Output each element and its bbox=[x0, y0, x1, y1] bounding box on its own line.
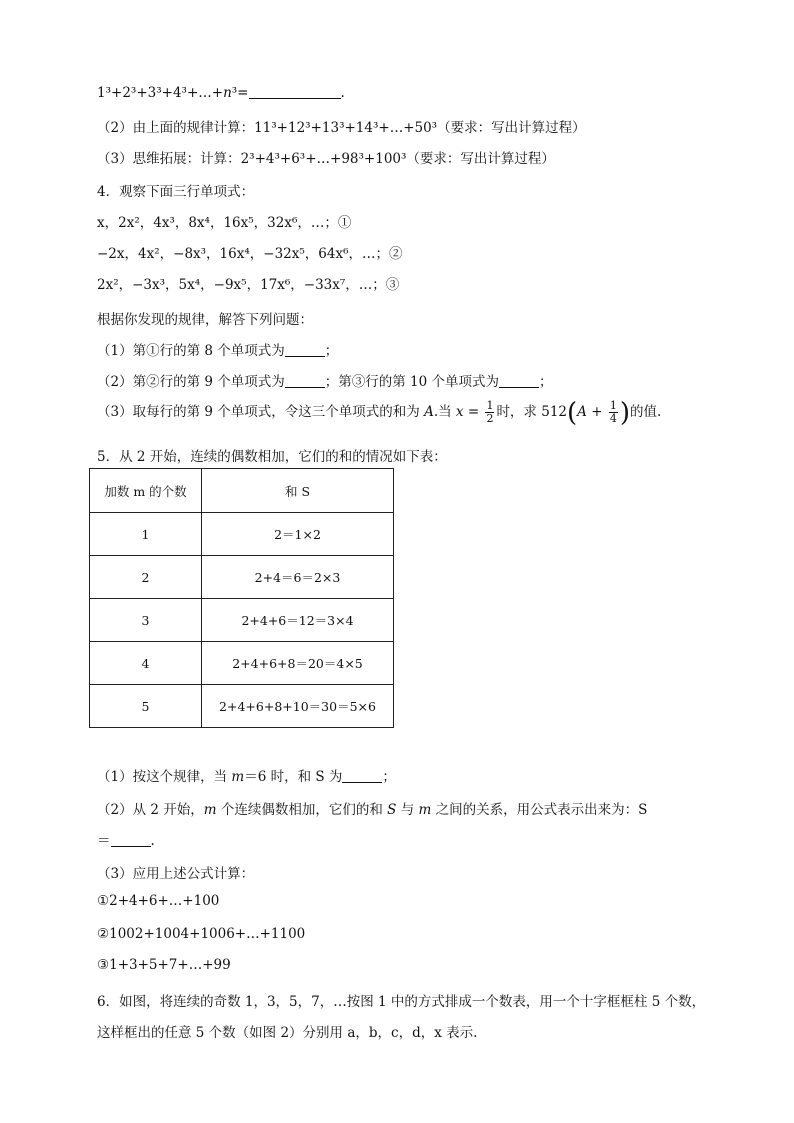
q4-part1 bbox=[97, 339, 338, 359]
table-cell: 2+4+6+8+10＝30＝5×6 bbox=[202, 685, 394, 728]
q5-calc3: ③1+3+5+7+…+99 bbox=[97, 957, 231, 973]
q5-part2-eq: ＝ bbox=[97, 833, 111, 849]
q6-line2: 这样框出的任意 5 个数（如图 2）分别用 a，b，c，d，x 表示. bbox=[97, 1025, 478, 1041]
q3-part2: （2）由上面的规律计算：11³+12³+13³+14³+…+50³（要求：写出计算过程） bbox=[97, 120, 586, 136]
q5-part2-end: . bbox=[150, 833, 155, 849]
q4-part3-eq: = bbox=[463, 404, 484, 420]
q5-part2-line2 bbox=[97, 829, 155, 849]
q4-frac2-num: 1 bbox=[609, 399, 617, 412]
q4-fraction-half bbox=[485, 400, 494, 425]
q3-part3: （3）思维拓展：计算：2³+4³+6³+…+98³+100³（要求：写出计算过程） bbox=[97, 151, 555, 167]
table-cell: 2 bbox=[90, 556, 202, 599]
q4-row1: x，2x²，4x³，8x⁴，16x⁵，32x⁶，…；① bbox=[97, 215, 352, 231]
q5-part2-S: S bbox=[387, 802, 397, 818]
q3-formula: 1³+2³+3³+4³+…+ bbox=[97, 85, 224, 101]
q3-formula-line bbox=[97, 85, 345, 101]
q3-end: . bbox=[340, 85, 345, 101]
table-cell: 5 bbox=[90, 685, 202, 728]
q4-fraction-quarter bbox=[609, 400, 618, 425]
right-paren: ) bbox=[619, 398, 630, 428]
q5-title: 5．从 2 开始，连续的偶数相加，它们的和的情况如下表： bbox=[97, 449, 447, 465]
q4-part3-text-c: 时，求 512 bbox=[496, 404, 567, 420]
q5-part2-m: m bbox=[203, 802, 217, 818]
q5-part2-text-b: 个连续偶数相加，它们的和 bbox=[216, 802, 388, 818]
q3-eq: ³= bbox=[231, 85, 249, 101]
q5-part1-text-a: （1）按这个规律，当 bbox=[97, 769, 232, 785]
q4-row3: 2x²，−3x³，5x⁴，−9x⁵，17x⁶，−33x⁷，…；③ bbox=[97, 277, 400, 293]
q5-part1 bbox=[97, 765, 396, 785]
table-row bbox=[90, 685, 394, 728]
table-cell: 3 bbox=[90, 599, 202, 642]
q4-part2-text-a: （2）第②行的第 9 个单项式为 bbox=[97, 374, 285, 390]
q4-part3-A2: A bbox=[577, 404, 587, 420]
q4-part2-text-b: ；第③行的第 10 个单项式为 bbox=[324, 374, 500, 390]
table-cell: 2+4+6+8＝20＝4×5 bbox=[202, 642, 394, 685]
q5-calc2: ②1002+1004+1006+…+1100 bbox=[97, 926, 306, 942]
q4-part2-end: ； bbox=[539, 374, 553, 390]
table-cell: 1 bbox=[90, 513, 202, 556]
q5-part2-text-c: 与 bbox=[396, 802, 419, 818]
q4-frac-num: 1 bbox=[486, 399, 494, 412]
q4-part1-end: ； bbox=[324, 343, 339, 359]
q5-part1-text-b: ＝6 时，和 S 为 bbox=[244, 769, 343, 785]
q5-part1-m: m bbox=[231, 769, 245, 785]
table-header-row bbox=[90, 469, 394, 513]
table-cell: 2+4+6＝12＝3×4 bbox=[202, 599, 394, 642]
q5-part2-blank[interactable] bbox=[111, 833, 151, 847]
q5-table bbox=[89, 468, 394, 728]
table-cell: 2＝1×2 bbox=[202, 513, 394, 556]
q4-part2 bbox=[97, 370, 553, 390]
q5-part2 bbox=[97, 798, 647, 818]
table-header-sum: 和 S bbox=[202, 469, 394, 513]
q4-row2: −2x，4x²，−8x³，16x⁴，−32x⁵，64x⁶，…；② bbox=[97, 246, 403, 262]
table-cell: 2+4＝6＝2×3 bbox=[202, 556, 394, 599]
q4-part3-x: x bbox=[455, 404, 464, 420]
left-paren: ( bbox=[567, 398, 578, 428]
q4-part2-blank-a[interactable] bbox=[285, 374, 325, 388]
q4-part1-blank[interactable] bbox=[285, 343, 325, 357]
q4-part1-text: （1）第①行的第 8 个单项式为 bbox=[97, 343, 285, 359]
q3-n: n bbox=[223, 85, 232, 101]
q5-part1-end: ； bbox=[382, 769, 396, 785]
q4-part3-text-d: 的值. bbox=[629, 404, 662, 420]
q6-line1: 6．如图，将连续的奇数 1，3，5，7，…按图 1 中的方式排成一个数表，用一个十字框框柱 5 个数， bbox=[97, 994, 706, 1010]
table-row bbox=[90, 642, 394, 685]
q5-part2-text-d: 之间的关系，用公式表示出来为：S bbox=[431, 802, 648, 818]
q4-frac2-den: 4 bbox=[609, 412, 617, 425]
q4-frac-den: 2 bbox=[486, 412, 494, 425]
q5-part3: （3）应用上述公式计算： bbox=[97, 866, 255, 882]
q4-part3-text-b: .当 bbox=[433, 404, 456, 420]
q4-instruction: 根据你发现的规律，解答下列问题： bbox=[97, 312, 313, 328]
q3-answer-blank[interactable] bbox=[249, 85, 341, 99]
table-cell: 4 bbox=[90, 642, 202, 685]
q5-part1-blank[interactable] bbox=[342, 769, 382, 783]
q4-part2-blank-b[interactable] bbox=[499, 374, 539, 388]
table-row bbox=[90, 556, 394, 599]
table-header-count: 加数 m 的个数 bbox=[90, 469, 202, 513]
q4-title: 4．观察下面三行单项式： bbox=[97, 184, 255, 200]
q4-part3-A: A bbox=[424, 404, 434, 420]
table-row bbox=[90, 599, 394, 642]
table-row bbox=[90, 513, 394, 556]
q4-part3-plus: + bbox=[586, 404, 607, 420]
q5-part2-text-a: （2）从 2 开始， bbox=[97, 802, 204, 818]
q4-part3 bbox=[97, 398, 661, 428]
q4-part3-text-a: （3）取每行的第 9 个单项式，令这三个单项式的和为 bbox=[97, 404, 425, 420]
q5-calc1: ①2+4+6+…+100 bbox=[97, 893, 220, 909]
q5-part2-m2: m bbox=[418, 802, 432, 818]
